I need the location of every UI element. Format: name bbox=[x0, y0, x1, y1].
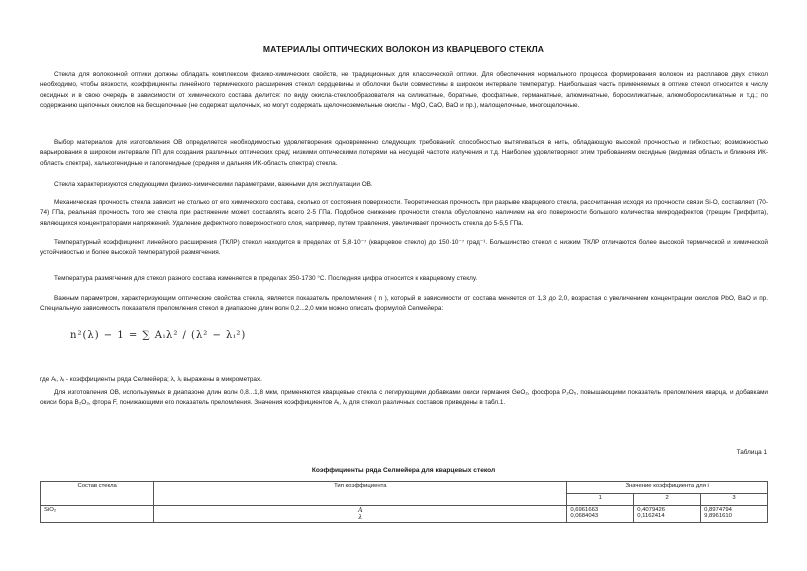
value: 0,6961663 bbox=[570, 507, 599, 513]
paragraph: Температурный коэффициент линейного расширения (ТКЛР) стекол находится в пределах от 5,8·10⁻⁷ (кварцевое стекло) до 150·10⁻⁷ град⁻¹. Большинство стекол с низким ТКЛР отличаются более высокой термической и химической устойчивостью и более высокой температурой размягчения. bbox=[40, 239, 768, 257]
cell-value-2 bbox=[634, 506, 701, 523]
col-type: Тип коэффициента bbox=[154, 482, 567, 506]
value: 9,8961610 bbox=[704, 513, 732, 519]
paragraph: Стекла для волоконной оптики должны обладать комплексом физико-химических свойств, не традиционных для классической оптики. Для обеспечения нормального процесса формирования волокон из расплавов двух стекол необходимо, чтобы вязкости, коэффициенты линейного термического расширения стекол сердцевины и оболочки были совместимы в широком интервале температур. Наибольшая часть применяемых в оптике стекол относится к числу оксидных и в свою очередь в зависимости от химического состава делится: по виду окисла-стеклообразователя на силикатные, боратные, фосфатные, германатные, алюминатные, боросиликатные, алюмоборосиликатные и т.д.; по содержанию щелочных окислов на бесщелочные (не содержат щелочных, но могут содержать щелочноземельные окислы - MgO, CaO, BaO и пр.), малощелочные, многощелочные. bbox=[40, 71, 768, 110]
table-number: Таблица 1 bbox=[736, 449, 767, 456]
sub-col-1: 1 bbox=[567, 494, 634, 506]
paragraph: Механическая прочность стекла зависит не столько от его химического состава, сколько от состояния поверхности. Теоретическая прочность при разрыве кварцевого стекла, рассчитанная исходя из прочности связи Si-O, составляет (70-74) ГПа, реальная прочность того же стекла при растяжении может составлять всего 2-5 ГПа. Подобное снижение прочности стекла обусловлено наличием на его поверхности большого количества микродефектов (трещин Гриффита), являющихся концентраторами напряжений. Удаление дефектного поверхностного слоя, например, путем травления, увеличивает прочность стекла до 5-5,5 ГПа. bbox=[40, 199, 768, 227]
paragraph: Важным параметром, характеризующим оптические свойства стекла, является показатель преломления ( n ), который в зависимости от состава меняется от 1,3 до 2,0, возрастая с увеличением концентрации окислов PbO, BaO и пр. Специальную зависимость показателя преломления стекол в диапазоне длин волн 0,2...2,0 мкм можно описать формулой Селмейера: bbox=[40, 295, 768, 313]
table-title: Коэффициенты ряда Селмейера для кварцевых стекол bbox=[311, 467, 496, 474]
col-value: Значение коэффициента для i bbox=[567, 482, 768, 494]
paragraph: Выбор материалов для изготовления ОВ определяется необходимостью удовлетворения одновременно следующих требований: способностью вытягиваться в нить, обладающую высокой прочностью и гибкостью; возможностью варьирования в широком интервале ПП для создания различных оптических сред; низкими оптическими потерями на несущей частоте излучения и т.д. Наиболее удовлетворяют этим требованиям оксидные (видимая область и ближняя ИК-область спектра), халькогенидные и галогенидные (средняя и дальняя ИК-область спектра) стекла. bbox=[40, 139, 768, 167]
paragraph: Стекла характеризуются следующими физико-химическими параметрами, важными для эксплуатации ОВ. bbox=[54, 181, 373, 188]
cell-value-3 bbox=[701, 506, 768, 523]
paragraph: где Aᵢ, λᵢ - коэффициенты ряда Селмейера; λ, λᵢ выражены в микрометрах. bbox=[40, 376, 262, 383]
document-title: МАТЕРИАЛЫ ОПТИЧЕСКИХ ВОЛОКОН ИЗ КВАРЦЕВОГО СТЕКЛА bbox=[262, 44, 545, 54]
cell-composition: SiO₂ bbox=[41, 506, 154, 523]
sub-col-2: 2 bbox=[634, 494, 701, 506]
sub-col-3: 3 bbox=[701, 494, 768, 506]
cell-types bbox=[154, 506, 567, 523]
sellmeier-table bbox=[40, 481, 768, 523]
col-composition: Состав стекла bbox=[41, 482, 154, 506]
paragraph: Для изготовления ОВ, используемых в диапазоне длин волн 0,8...1,8 мкм, применяются кварцевые стекла с легирующими добавками окиси германия GeO₂, фосфора P₂O₅, повышающими показатель преломления кварца, и добавками окиси бора B₂O₃, фтора F, понижающими его показатель преломления. Значения коэффициентов Aᵢ, λᵢ для стекол различных составов приведены в табл.1. bbox=[40, 389, 768, 407]
value: 0,1162414 bbox=[637, 513, 665, 519]
value: 0,8974794 bbox=[704, 507, 732, 513]
coef-type-a: A bbox=[358, 507, 363, 514]
value: 0,4079426 bbox=[637, 507, 666, 513]
table-row bbox=[41, 506, 768, 523]
table-header-row bbox=[41, 482, 768, 494]
coef-type-lambda: λ bbox=[358, 514, 363, 521]
paragraph: Температура размягчения для стекол разного состава изменяется в пределах 350-1730 °С. Последняя цифра относится к кварцевому стеклу. bbox=[54, 275, 478, 282]
value: 0,0684043 bbox=[570, 513, 599, 519]
sellmeier-formula: n²(λ) − 1 = ∑ Aᵢλ² / (λ² − λᵢ²) bbox=[70, 330, 247, 341]
cell-value-1 bbox=[567, 506, 634, 523]
